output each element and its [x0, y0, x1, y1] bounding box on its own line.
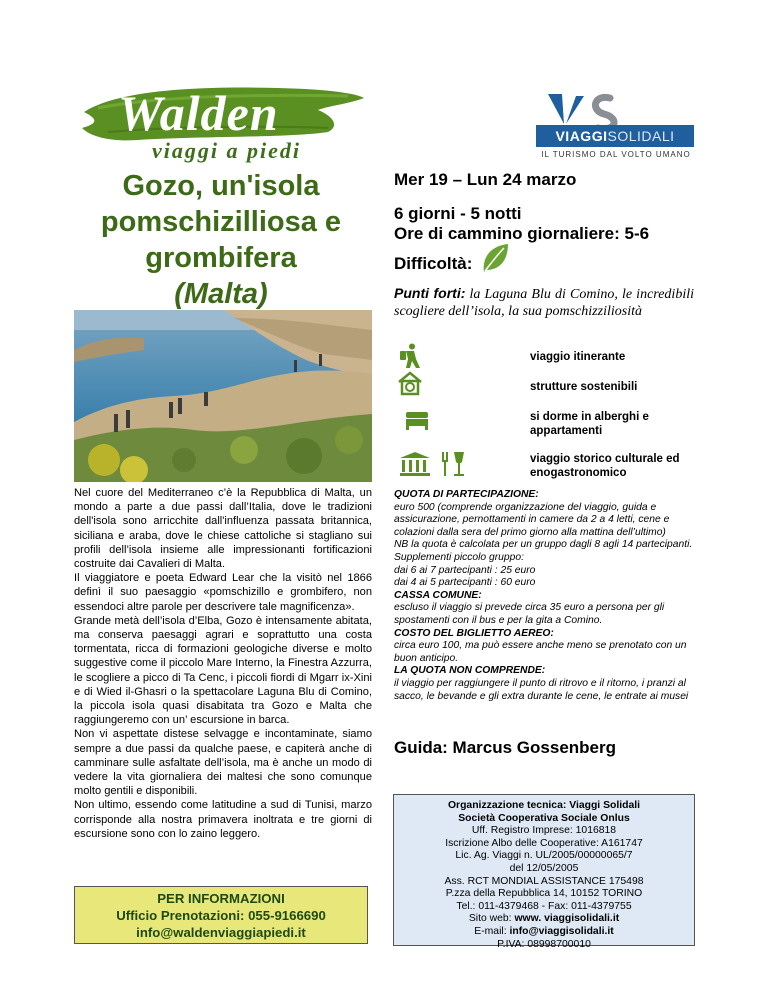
organization-box — [393, 794, 695, 950]
viaggi-solidali-wordmark — [536, 125, 694, 147]
feature-label-lodging: si dorme in alberghi e appartamenti — [530, 411, 649, 437]
bed-icon — [403, 406, 431, 432]
duration-days: 6 giorni - 5 notti — [394, 204, 522, 223]
hiker-icon — [396, 343, 424, 369]
org-web-link[interactable]: www. viaggisolidali.it — [514, 913, 620, 925]
pricing-text: dai 4 ai 5 partecipanti : 60 euro — [394, 577, 536, 589]
pricing-text: il viaggio per raggiungere il punto di ritrovo e il ritorno, i pranzi al sacco, le bevande e gli extra durante le cene, le entrate ai musei — [394, 677, 689, 702]
common-fund-heading: CASSA COMUNE: — [394, 589, 482, 601]
title-line-1: Gozo, un'isola — [122, 170, 320, 202]
vs-word-right: SOLIDALI — [607, 128, 675, 144]
strong-points-text: la Laguna Blu di Comino, le incredibili scogliere dell’isola, la sua pomschizziliosità — [394, 287, 694, 319]
strong-points — [394, 285, 694, 320]
org-line: Ass. RCT MONDIAL ASSISTANCE 175498 — [444, 875, 644, 887]
walden-wordmark: Walden — [118, 85, 279, 141]
title-line-3: grombifera — [145, 242, 297, 274]
strong-points-label: Punti forti: — [394, 285, 466, 301]
info-heading: PER INFORMAZIONI — [157, 891, 285, 906]
org-line: Uff. Registro Imprese: 1016818 — [471, 825, 617, 837]
org-web — [394, 913, 694, 926]
info-email-link[interactable]: info@waldenviaggiapiedi.it — [136, 925, 306, 940]
title-line-2: pomschizilliosa e — [100, 206, 342, 238]
guide-name: Guida: Marcus Gossenberg — [394, 738, 616, 757]
gozo-coast-photo — [74, 310, 372, 482]
pricing-text: dai 6 ai 7 partecipanti : 25 euro — [394, 564, 536, 576]
pricing-text: circa euro 100, ma può essere anche meno se prenotato con un buon anticipo. — [394, 640, 687, 664]
flight-cost-heading: COSTO DEL BIGLIETTO AEREO: — [394, 627, 554, 639]
org-line: P.zza della Repubblica 14, 10152 TORINO — [445, 888, 643, 900]
leaf-icon — [480, 242, 510, 274]
museum-food-icon — [398, 450, 466, 478]
info-box — [74, 886, 368, 944]
title-line-4: (Malta) — [174, 278, 268, 310]
org-line: P.IVA: 08998700010 — [497, 938, 591, 950]
org-line: del 12/05/2005 — [509, 862, 579, 874]
org-line: Organizzazione tecnica: Viaggi Solidali — [447, 800, 641, 811]
not-included-heading: LA QUOTA NON COMPRENDE: — [394, 665, 546, 677]
viaggi-solidali-tagline: IL TURISMO DAL VOLTO UMANO — [541, 150, 691, 159]
vs-word-left: VIAGGI — [555, 128, 608, 144]
info-phone[interactable]: Ufficio Prenotazioni: 055-9166690 — [116, 908, 326, 923]
org-email-label: E-mail: — [474, 925, 510, 937]
trip-duration — [394, 204, 649, 244]
org-line: Tel.: 011-4379468 - Fax: 011-4379755 — [456, 900, 632, 912]
description-text — [74, 486, 372, 841]
duration-walking-hours: Ore di cammino giornaliere: 5-6 — [394, 224, 650, 243]
description-paragraph: Grande metà dell’isola d’Elba, Gozo è intensamente abitata, ma conserva paesaggi agrari e soprattutto una costa tormentata, ricca di formazioni geologiche diverse e molto suggestive come il piccolo Mare Interno, la Finestra Azzurra, le scogliere a picco di Ta Cenc, i piccoli fiordi di Mgarr ix-Xini e di Wied il-Ghasri o la spettacolare Laguna Blu di Comino, la piccola isola quasi disabitata tra Gozo e Malta che raggiungeremo con un’ escursione in barca. — [74, 614, 372, 727]
page-title — [80, 168, 362, 312]
eco-house-icon — [396, 370, 424, 396]
org-line: Iscrizione Albo delle Cooperative: A161747 — [445, 837, 643, 849]
trip-dates: Mer 19 – Lun 24 marzo — [394, 170, 577, 189]
pricing-section — [394, 489, 694, 703]
org-line: Lic. Ag. Viaggi n. UL/2005/00000065/7 — [455, 850, 633, 862]
feature-label-sustainable: strutture sostenibili — [530, 381, 638, 393]
description-paragraph: Il viaggiatore e poeta Edward Lear che la visitò nel 1866 definì il suo paesaggio «pomschizillo e grombifero, non essendoci altre parole per descrivere tale magnificenza». — [74, 572, 372, 613]
feature-label-itinerant: viaggio itinerante — [530, 351, 626, 363]
description-paragraph: Non vi aspettate distese selvagge e incontaminate, siamo sempre a due passi da qualche paese, e capiterà anche di camminare sulle asfaltate dell’isola, ma è anche un modo di vedere la vita giornaliera dei maltesi che sono comunque molto gentili e disponibili. — [74, 728, 372, 798]
walden-tagline: viaggi a piedi — [152, 138, 301, 163]
description-paragraph: Non ultimo, essendo come latitudine a sud di Tunisi, marzo corrisponde alla nostra primavera inoltrata e tre giorni di escursione sono con lo zaino leggero. — [74, 799, 372, 840]
description-paragraph: Nel cuore del Mediterraneo c’è la Repubblica di Malta, un mondo a parte a due passi dall’Italia, dove le tradizioni dell'isola sono arricchite dall'influenza passata britannica, siciliana e araba, dove le chiese cattoliche si stagliano sui profili dell’isola insieme alle impressionanti fortificazioni costruite dai Cavalieri di Malta. — [74, 487, 372, 571]
pricing-text: escluso il viaggio si prevede circa 35 euro a persona per gli spostamenti con il bus e per la gita a Comino. — [394, 602, 665, 626]
pricing-text: NB la quota è calcolata per un gruppo dagli 8 agli 14 partecipanti. Supplementi piccolo gruppo: — [394, 539, 693, 563]
org-email — [394, 926, 694, 939]
pricing-text: euro 500 (comprende organizzazione del viaggio, guida e assicurazione, pernottamenti in camere da 2 a 4 letti, cene e colazioni dalla sera del primo giorno alla mattina dell’ultimo) — [394, 501, 670, 538]
org-email-link[interactable]: info@viaggisolidali.it — [509, 925, 614, 937]
org-web-label: Sito web: — [468, 913, 515, 925]
feature-label-cultural: viaggio storico culturale ed enogastronomico — [530, 453, 680, 479]
difficulty-label: Difficoltà: — [394, 254, 473, 273]
pricing-heading: QUOTA DI PARTECIPAZIONE: — [394, 489, 539, 500]
org-line: Società Cooperativa Sociale Onlus — [458, 812, 630, 824]
